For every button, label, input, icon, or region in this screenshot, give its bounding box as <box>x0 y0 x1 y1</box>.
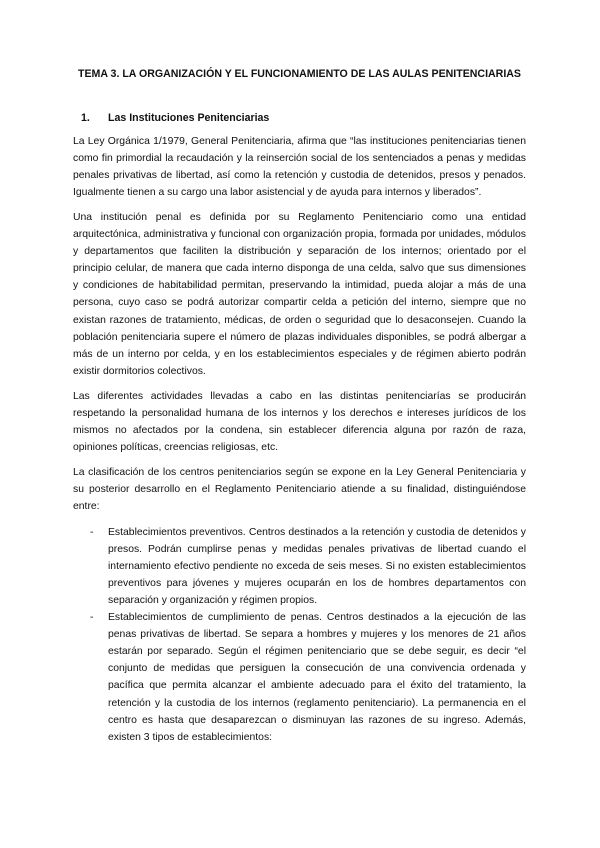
section-number: 1. <box>81 111 90 124</box>
paragraph-ley-organica: La Ley Orgánica 1/1979, General Penitenciaria, afirma que “las instituciones penitenciarias tienen como fin primordial la recaudación y la reinserción social de los sentenciados a penas y medidas penales privativas de libertad, así como la retención y custodia de detenidos, presos y penados. Igualmente tienen a su cargo una labor asistencial y de ayuda para internos y liberados”. <box>73 135 526 198</box>
establishment-types-list <box>73 524 526 746</box>
paragraph-clasificacion: La clasificación de los centros penitenciarios según se expone en la Ley General Penitenciaria y su posterior desarrollo en el Reglamento Penitenciario atiende a su finalidad, distinguiéndose entre: <box>73 467 526 513</box>
bullet-dash: - <box>90 526 94 538</box>
list-item-text: Establecimientos de cumplimiento de penas. Centros destinados a la ejecución de las penas privativas de libertad. Se separa a hombres y mujeres y los menores de 21 años estarán por separado. Según el régimen penitenciario que se debe seguir, es decir “el conjunto de medidas que persiguen la consecución de una convivencia ordenada y pacífica que permita alcanzar el ambiente adecuado para el éxito del tratamiento, la retención y la custodia de los internos (reglamento penitenciario). La permanencia en el centro es hasta que desaparezcan o disminuyan las razones de su ingreso. Además, existen 3 tipos de establecimientos: <box>108 612 526 743</box>
list-item <box>73 609 526 746</box>
list-item <box>73 524 526 609</box>
paragraph-institucion-penal: Una institución penal es definida por su Reglamento Penitenciario como una entidad arquitectónica, administrativa y funcional con organización propia, formada por unidades, módulos y departamentos que faciliten la distribución y separación de los internos; orientado por el principio celular, de manera que cada interno disponga de una celda, salvo que sus dimensiones y condiciones de habitabilidad permitan, preservando la intimidad, pueda alojar a más de una persona, cuyo caso se podrá autorizar compartir celda a petición del interno, siempre que no existan razones de tratamiento, médicas, de orden o seguridad que lo desaconsejen. Cuando la población penitenciaria supere el número de plazas individuales disponibles, se podrá albergar a más de un interno por celda, y en los establecimientos especiales y de régimen abierto podrán existir dormitorios colectivos. <box>73 211 526 377</box>
list-item-text: Establecimientos preventivos. Centros destinados a la retención y custodia de detenidos y presos. Podrán cumplirse penas y medidas penales privativas de libertad cuando el internamiento efectivo pendiente no exceda de seis meses. Si no existen establecimientos preventivos para jóvenes y mujeres ocuparán en los de hombres departamentos con separación y organización y régimen propios. <box>108 526 526 606</box>
document-page <box>73 66 526 746</box>
section-title: Las Instituciones Penitenciarias <box>108 111 270 124</box>
page-title: TEMA 3. LA ORGANIZACIÓN Y EL FUNCIONAMIENTO DE LAS AULAS PENITENCIARIAS <box>77 68 521 80</box>
paragraph-actividades: Las diferentes actividades llevadas a cabo en las distintas penitenciarías se producirán respetando la personalidad humana de los internos y los derechos e intereses jurídicos de los mismos no afectados por la condena, sin establecer diferencia alguna por razón de raza, opiniones políticas, creencias religiosas, etc. <box>73 390 526 454</box>
section-heading <box>73 110 526 127</box>
bullet-dash: - <box>90 612 94 624</box>
